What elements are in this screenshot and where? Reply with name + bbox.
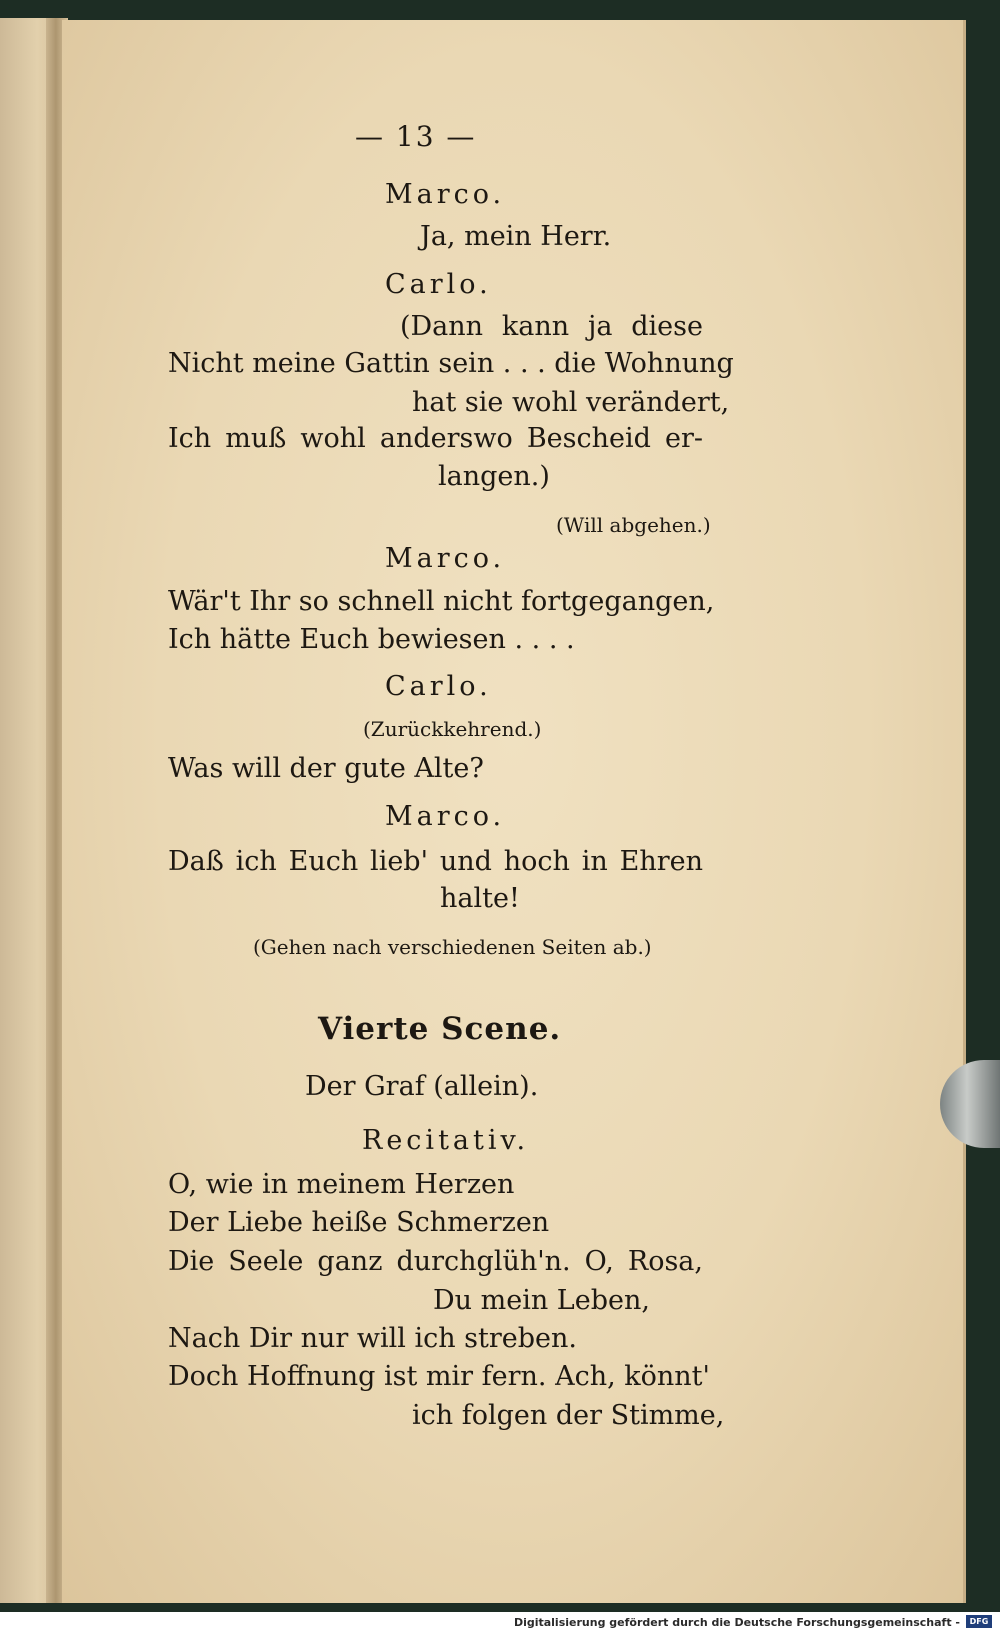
speaker-carlo: Carlo.: [385, 671, 492, 702]
speaker-marco: Marco.: [385, 179, 506, 210]
dfg-logo: DFG: [966, 1615, 992, 1628]
text-line: (Dann kann ja diese: [400, 311, 703, 342]
text-line: Nicht meine Gattin sein . . . die Wohnung: [168, 348, 734, 379]
verse-line: Der Liebe heiße Schmerzen: [168, 1207, 550, 1238]
speaker-marco: Marco.: [385, 543, 506, 574]
text-line: Ich muß wohl anderswo Bescheid er-: [168, 423, 703, 454]
page-number: — 13 —: [355, 120, 477, 153]
verse-line: Die Seele ganz durchglüh'n. O, Rosa,: [168, 1246, 703, 1277]
text-line: halte!: [440, 883, 520, 914]
footer-credit: Digitalisierung gefördert durch die Deutsche Forschungsgemeinschaft -: [513, 1616, 960, 1629]
text-line: Daß ich Euch lieb' und hoch in Ehren: [168, 846, 703, 877]
text-line: langen.): [438, 461, 550, 492]
stage-direction: (Will abgehen.): [556, 513, 711, 537]
stage-direction: (Zurückkehrend.): [363, 717, 542, 741]
text-line: Wär't Ihr so schnell nicht fortgegangen,: [168, 586, 715, 617]
text-line: hat sie wohl verändert,: [412, 387, 730, 418]
text-line: Was will der gute Alte?: [168, 753, 484, 784]
verse-line: ich folgen der Stimme,: [412, 1400, 725, 1431]
verse-line: Du mein Leben,: [433, 1285, 650, 1316]
verse-line: Nach Dir nur will ich streben.: [168, 1323, 578, 1354]
scene-person: Der Graf (allein).: [305, 1071, 539, 1102]
verse-line: O, wie in meinem Herzen: [168, 1169, 515, 1200]
text-line: Ja, mein Herr.: [420, 221, 612, 252]
verse-line: Doch Hoffnung ist mir fern. Ach, könnt': [168, 1361, 710, 1392]
text-line: Ich hätte Euch bewiesen . . . .: [168, 624, 575, 655]
stage-direction: (Gehen nach verschiedenen Seiten ab.): [253, 935, 652, 959]
scene-title: Vierte Scene.: [318, 1011, 562, 1047]
speaker-marco: Marco.: [385, 801, 506, 832]
section-heading: Recitativ.: [362, 1125, 530, 1156]
speaker-carlo: Carlo.: [385, 269, 492, 300]
